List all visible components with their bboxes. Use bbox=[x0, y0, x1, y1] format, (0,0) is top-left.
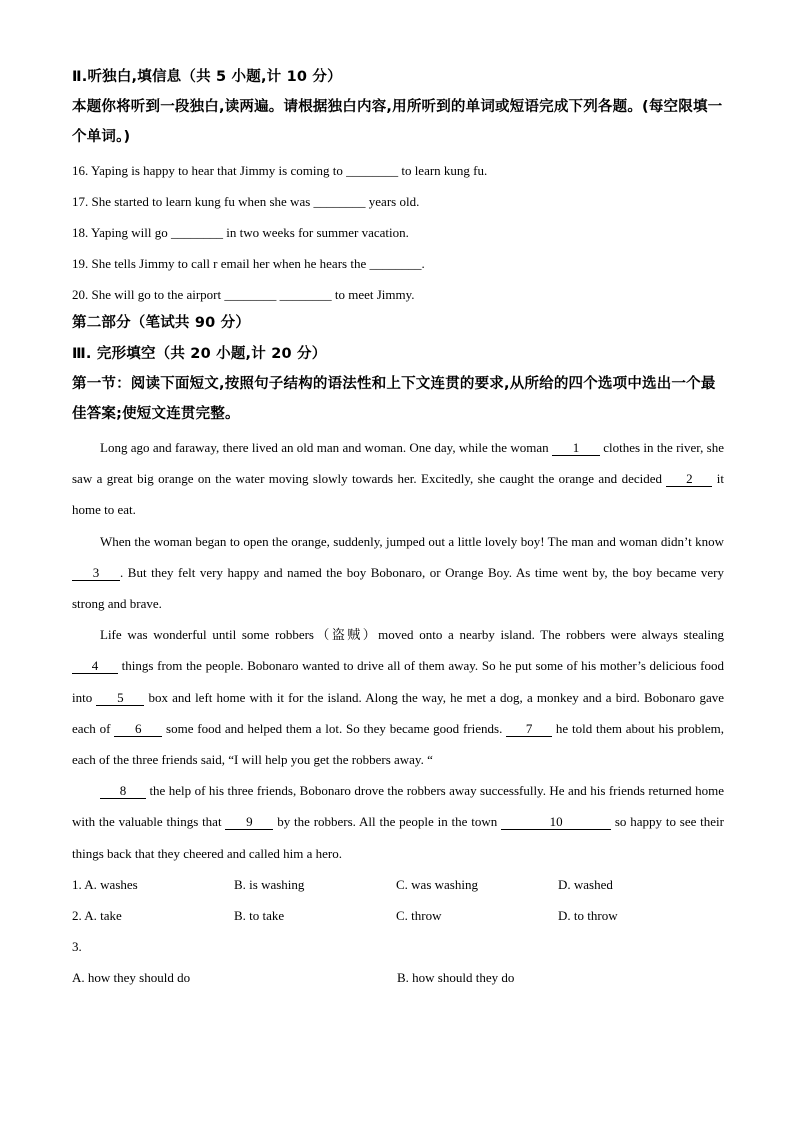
question-text: 17. She started to learn kung fu when she was bbox=[72, 194, 314, 209]
option-3b[interactable]: B. how should they do bbox=[397, 969, 515, 985]
cloze-blank-10[interactable]: 10 bbox=[501, 814, 611, 830]
question-18 bbox=[72, 217, 724, 248]
cloze-passage bbox=[72, 432, 724, 869]
cloze-blank-7[interactable]: 7 bbox=[506, 721, 552, 737]
question-text: . bbox=[421, 256, 425, 271]
cloze-blank-3[interactable]: 3 bbox=[72, 565, 120, 581]
question-number: 3. bbox=[72, 938, 82, 954]
section-2-title: Ⅱ.听独白,填信息（共 5 小题,计 10 分） bbox=[72, 69, 342, 85]
passage-text: the help of his three friends, Bobonaro drove the robbers away successfully. He and his friends returned home with the valuable things that bbox=[72, 783, 724, 830]
question-text: to learn kung fu. bbox=[398, 163, 488, 178]
option-1d[interactable]: D. washed bbox=[558, 876, 613, 892]
passage-paragraph-3 bbox=[72, 619, 724, 775]
question-3-number bbox=[72, 931, 724, 962]
options-question-3 bbox=[72, 962, 724, 993]
cloze-blank-8[interactable]: 8 bbox=[100, 783, 146, 799]
answer-blank[interactable]: ________ bbox=[313, 194, 366, 209]
cloze-blank-1[interactable]: 1 bbox=[552, 440, 600, 456]
option-1a[interactable]: 1. A. washes bbox=[72, 876, 138, 892]
cloze-blank-2[interactable]: 2 bbox=[666, 471, 712, 487]
question-text: 19. She tells Jimmy to call r email her when he hears the bbox=[72, 256, 370, 271]
answer-blank[interactable]: ________ bbox=[369, 256, 422, 271]
option-3a[interactable]: A. how they should do bbox=[72, 969, 191, 985]
passage-text: some food and helped them a lot. So they became good friends. bbox=[162, 720, 507, 736]
part-2-title: 第二部分（笔试共 90 分） bbox=[72, 315, 251, 331]
option-2d[interactable]: D. to throw bbox=[558, 907, 618, 923]
question-16 bbox=[72, 155, 724, 186]
answer-blank[interactable]: ________ bbox=[224, 287, 277, 302]
answer-blank[interactable]: ________ bbox=[346, 163, 399, 178]
cloze-blank-5[interactable]: 5 bbox=[96, 690, 144, 706]
cloze-blank-9[interactable]: 9 bbox=[225, 814, 273, 830]
option-2a[interactable]: 2. A. take bbox=[72, 907, 122, 923]
question-text: 18. Yaping will go bbox=[72, 225, 171, 240]
passage-paragraph-1 bbox=[72, 432, 724, 526]
question-text: years old. bbox=[365, 194, 420, 209]
option-1c[interactable]: C. was washing bbox=[396, 876, 478, 892]
passage-text: by the robbers. All the people in the town bbox=[273, 814, 502, 830]
question-20 bbox=[72, 279, 724, 310]
option-2b[interactable]: B. to take bbox=[234, 907, 285, 923]
passage-text: box and left home with it for the island. Along the way, he met a dog, a monkey and a bird. Bobonaro gave each of bbox=[72, 689, 724, 736]
answer-blank[interactable]: ________ bbox=[279, 287, 332, 302]
passage-text: it home to eat. bbox=[72, 471, 725, 518]
passage-text: Long ago and faraway, there lived an old man and woman. One day, while the woman bbox=[100, 440, 552, 455]
question-text: 16. Yaping is happy to hear that Jimmy is coming to bbox=[72, 163, 347, 178]
passage-paragraph-2 bbox=[72, 526, 724, 620]
section-3-instructions: 第一节：阅读下面短文,按照句子结构的语法性和上下文连贯的要求,从所给的四个选项中选出一个最佳答案;使短文连贯完整。 bbox=[72, 376, 716, 422]
options-question-2 bbox=[72, 900, 724, 931]
listening-questions bbox=[72, 155, 724, 310]
section-2-instructions: 本题你将听到一段独白,读两遍。请根据独白内容,用所听到的单词或短语完成下列各题。(每空限填一个单词。) bbox=[72, 99, 723, 145]
exam-page bbox=[72, 66, 724, 993]
options-question-1 bbox=[72, 869, 724, 900]
passage-text: . But they felt very happy and named the boy Bobonaro, or Orange Boy. As time went by, the boy became very strong and brave. bbox=[72, 564, 724, 612]
section-3-title: Ⅲ. 完形填空（共 20 小题,计 20 分） bbox=[72, 346, 327, 362]
passage-text: clothes in the river, she saw a great big orange on the water moving slowly towards her. Excitedly, she caught the orange and decided bbox=[72, 440, 725, 487]
passage-text: so happy to see their things back that they cheered and called him a hero. bbox=[72, 814, 724, 861]
option-1b[interactable]: B. is washing bbox=[234, 876, 305, 892]
cloze-blank-4[interactable]: 4 bbox=[72, 658, 118, 674]
passage-text: Life was wonderful until some robbers（盗贼）moved onto a nearby island. The robbers were always stealing bbox=[100, 627, 724, 643]
answer-options bbox=[72, 869, 724, 993]
answer-blank[interactable]: ________ bbox=[170, 225, 223, 240]
question-text: in two weeks for summer vacation. bbox=[222, 225, 409, 240]
question-text: 20. She will go to the airport bbox=[72, 287, 225, 302]
passage-text: he told them about his problem, each of the three friends said, “I will help you get the robbers away. “ bbox=[72, 720, 724, 768]
option-2c[interactable]: C. throw bbox=[396, 907, 442, 923]
passage-text: things from the people. Bobonaro wanted to drive all of them away. So he put some of his mother’s delicious food into bbox=[72, 658, 724, 705]
cloze-blank-6[interactable]: 6 bbox=[114, 721, 162, 737]
passage-text: When the woman began to open the orange, suddenly, jumped out a little lovely boy! The man and woman didn’t know bbox=[100, 533, 724, 549]
question-19 bbox=[72, 248, 724, 279]
passage-paragraph-4 bbox=[72, 775, 724, 869]
question-text: to meet Jimmy. bbox=[331, 287, 415, 302]
question-17 bbox=[72, 186, 724, 217]
